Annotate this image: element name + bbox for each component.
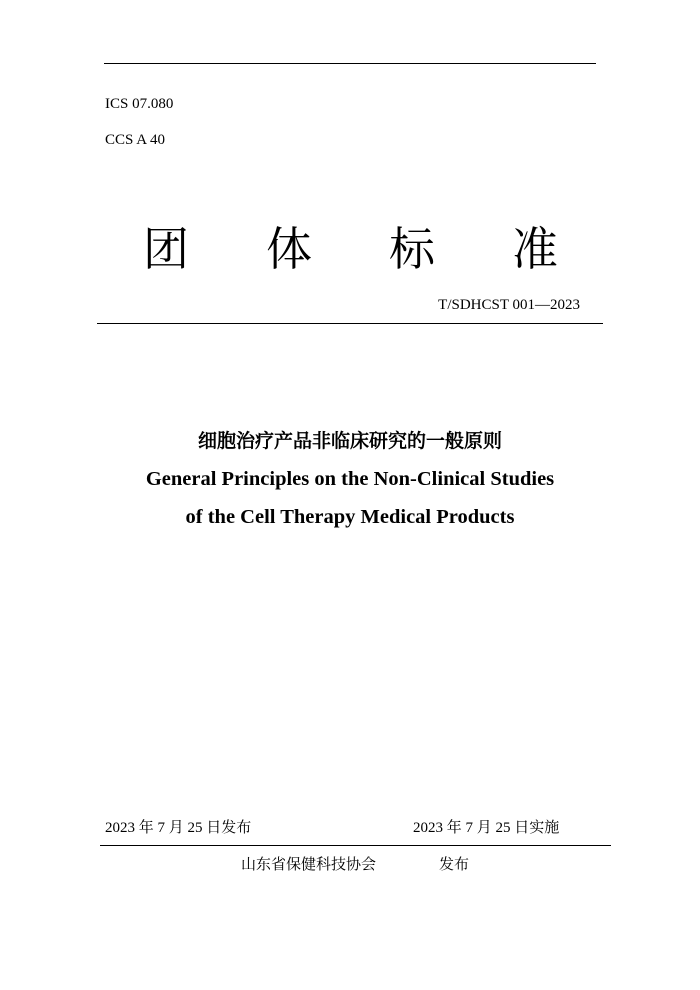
issue-date: 2023 年 7 月 25 日发布 — [105, 820, 252, 836]
ccs-code: CCS A 40 — [105, 132, 166, 148]
standard-type-char-2: 体 — [266, 222, 312, 276]
publisher-name: 山东省保健科技协会 — [241, 857, 377, 873]
bottom-rule — [100, 845, 611, 846]
standard-type-char-3: 标 — [389, 222, 435, 276]
top-rule — [104, 63, 596, 64]
standard-type-char-4: 准 — [512, 222, 558, 276]
ics-code: ICS 07.080 — [105, 96, 174, 112]
implementation-date: 2023 年 7 月 25 日实施 — [413, 820, 560, 836]
publish-label: 发布 — [439, 857, 470, 873]
chinese-title: 细胞治疗产品非临床研究的一般原则 — [197, 430, 502, 452]
english-title-line-2: of the Cell Therapy Medical Products — [185, 506, 515, 528]
standard-type-char-1: 团 — [143, 222, 189, 276]
english-title-line-1: General Principles on the Non-Clinical Studies — [145, 468, 555, 490]
standard-number-rule — [97, 323, 603, 324]
standard-number: T/SDHCST 001—2023 — [438, 297, 580, 313]
